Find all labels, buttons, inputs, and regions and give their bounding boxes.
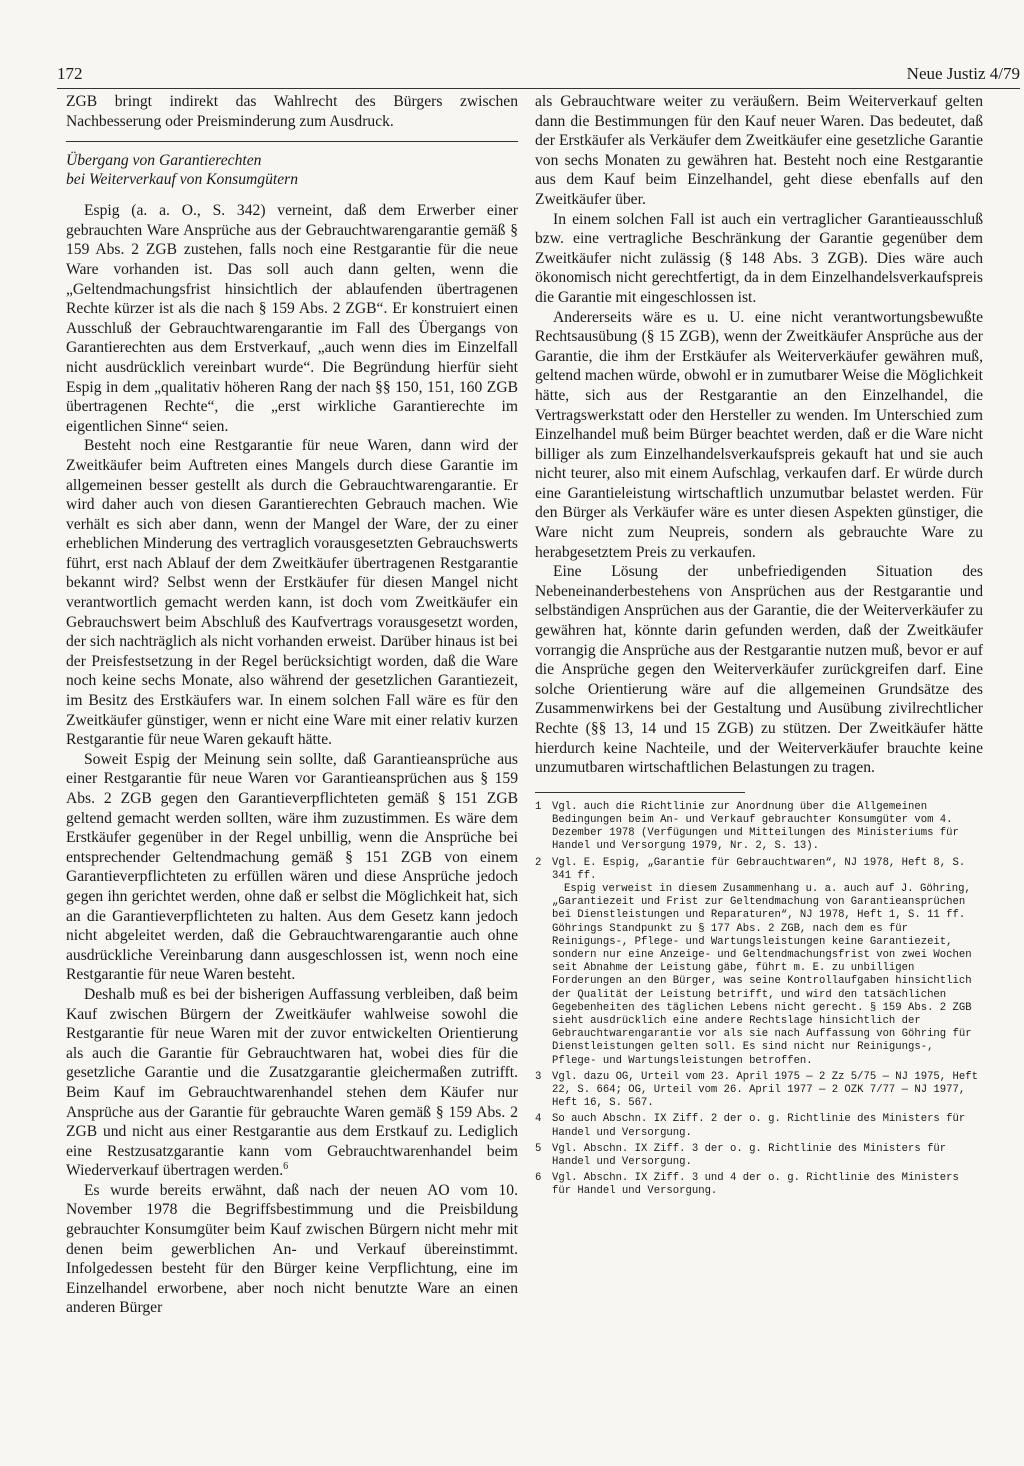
footnote-number: 2: [535, 856, 542, 869]
body-paragraph: [66, 985, 518, 1181]
footnote: [535, 1143, 983, 1169]
footnote: [535, 857, 983, 1068]
footnote-number: 3: [535, 1070, 542, 1083]
body-paragraph: Andererseits wäre es u. U. eine nicht verantwortungsbewußte Rechtsausübung (§ 15 ZGB), wenn der Zweitkäufer Ansprüche aus der Garantie, die ihm der Erstkäufer als Weiterverkäufer gewähren muß, geltend machen würde, obwohl er in zumutbarer Weise die Möglichkeit hätte, sich aus der Restgarantie an den Einzelhandel, die Vertragswerkstatt oder den Hersteller zu wenden. Im Unterschied zum Einzelhandel muß beim Bürger beachtet werden, daß er die Ware nicht billiger als zum Einzelhandelsverkaufspreis gekauft hat und sie auch nicht teurer, also mit einem Aufschlag, verkaufen darf. Er würde durch eine Garantieleistung wirtschaftlich unzumutbar belastet werden. Für den Bürger als Verkäufer wäre es unter diesen Aspekten günstiger, die Ware nicht zum Neupreis, sondern als gebrauchte Ware zu herabgesetztem Preis zu verkaufen.: [535, 308, 983, 561]
footnote-text: So auch Abschn. IX Ziff. 2 der o. g. Richtlinie des Ministers für Handel und Versorgung.: [552, 1113, 966, 1139]
page-header: [57, 60, 1020, 89]
journal-issue: Neue Justiz 4/79: [906, 64, 1020, 83]
footnote: [535, 1172, 983, 1198]
footnote-number: 4: [535, 1113, 542, 1126]
footnote-text: Vgl. auch die Richtlinie zur Anordnung über die Allgemeinen Bedingungen beim An- und Verkauf gebrauchter Konsumgüter vom 4. Dezember 1978 (Verfügungen und Mitteilungen des Ministeriums für Handel und Versorgung 1979, Nr. 2, S. 13).: [552, 800, 959, 853]
body-paragraph-text: Deshalb muß es bei der bisherigen Auffassung verbleiben, daß beim Kauf zwischen Bürgern der Zweitkäufer wahlweise sowohl die Restgarantie für neue Waren mit der zuvor entwickelten Orientierung als auch die Garantie für Gebrauchtwaren hat, wobei dies für die gesetzliche Garantie und die Zusatzgarantie gleichermaßen zutrifft. Beim Kauf im Gebrauchtwarenhandel stehen dem Käufer nur Ansprüche aus der Garantie für gebrauchte Waren gemäß § 159 Abs. 2 ZGB und nicht aus einer Restgarantie aus dem Erstkauf zu. Lediglich eine Restzusatzgarantie kann vom Gebrauchtwarenhandel beim Wiederverkauf übertragen werden.: [66, 985, 518, 1180]
footnote-text-continued: Espig verweist in diesem Zusammenhang u. a. auch auf J. Göhring, „Garantiezeit und Frist zur Geltendmachung von Garantieansprüchen bei Dienstleistungen und Reparaturen“, NJ 1978, Heft 1, S. 11 ff. Göhrings Standpunkt zu § 177 Abs. 2 ZGB, nach dem es für Reinigungs-, Pflege- und Wartungsleistungen keine Garantiezeit, sondern nur eine Anzeige- und Geltendmachungsfrist von zwei Wochen seit Abnahme der Leistung gäbe, führt m. E. zu unbilligen Forderungen an den Bürger, was seine Kontrollaufgaben hinsichtlich der Qualität der Leistung betrifft, und wird den tatsächlichen Gegebenheiten des täglichen Lebens nicht gerecht. § 159 Abs. 2 ZGB sieht ausdrücklich eine andere Rechtslage hinsichtlich der Gebrauchtwarengarantie vor als sie nach Auffassung von Göhring für Dienstleistungen gelten soll. Es sind nicht nur Reinigungs-, Pflege- und Wartungsleistungen betroffen.: [552, 883, 972, 1067]
footnote-text: Vgl. Abschn. IX Ziff. 3 der o. g. Richtlinie des Ministers für Handel und Versorgung.: [552, 1142, 947, 1169]
footnote-ref: 6: [283, 1161, 289, 1173]
body-paragraph: Espig (a. a. O., S. 342) verneint, daß dem Erwerber einer gebrauchten Ware Ansprüche aus der Gebrauchtwarengarantie gemäß § 159 Abs. 2 ZGB zustehen, falls noch eine Restgarantie für die neue Ware vorhanden ist. Das soll auch dann gelten, wenn die „Geltendmachungsfrist hinsichtlich der ablaufenden übertragenen Rechte kürzer ist als die nach § 159 Abs. 2 ZGB“. Er konstruiert einen Ausschluß der Gebrauchtwarengarantie im Fall des Übergangs von Garantierechten aus dem Erstverkauf, „auch wenn dies im Einzelfall nicht ausdrücklich vereinbart wurde“. Die Begründung hierfür sieht Espig in dem „qualitativ höheren Rang der nach §§ 150, 151, 160 ZGB übertragenen Rechte“, die „erst wirkliche Garantierechte im eigentlichen Sinne“ seien.: [66, 202, 518, 435]
section-heading-line-2: bei Weiterverkauf von Konsumgütern: [66, 171, 298, 189]
footnote-text: Vgl. Abschn. IX Ziff. 3 und 4 der o. g. Richtlinie des Ministers für Handel und Versorgung.: [552, 1172, 959, 1198]
footnotes: [535, 801, 983, 1199]
body-paragraph: Eine Lösung der unbefriedigenden Situation des Nebeneinanderbestehens von Ansprüchen aus der Restgarantie und selbständigen Ansprüchen aus der Garantie, die der Weiterverkäufer zu gewähren hat, könnte darin gefunden werden, daß der Zweitkäufer vorrangig die Ansprüche aus der Restgarantie nutzen muß, bevor er auf die Ansprüche gegen den Weiterverkäufer zurückgreifen darf. Eine solche Orientierung wäre auf die allgemeinen Grundsätze des Zusammenwirkens bei der Gestaltung und Ausübung zivilrechtlicher Rechte (§§ 13, 14 und 15 ZGB) zu stützen. Der Zweitkäufer hätte hierdurch keine Nachteile, und der Weiterverkäufer brauchte keine unzumutbaren wirtschaftlichen Belastungen zu tragen.: [535, 563, 983, 777]
footnote-divider: [535, 792, 745, 793]
section-heading: [66, 141, 518, 189]
footnote: [535, 1071, 983, 1111]
body-paragraph: Besteht noch eine Restgarantie für neue Waren, dann wird der Zweitkäufer beim Auftreten eines Mangels durch diese Garantie im allgemeinen besser gestellt als durch die Gebrauchtwarengarantie. Er wird daher auch von diesen Garantierechten Gebrauch machen. Wie verhält es sich aber dann, wenn der Mangel der Ware, der zu einer erheblichen Minderung des vertraglich vorausgesetzten Gebrauchswerts führt, erst nach Ablauf der dem Zweitkäufer übertragenen Restgarantie bekannt wird? Selbst wenn der Erstkäufer für diesen Mangel nicht verantwortlich gemacht werden kann, ist doch vom Zweitkäufer ein Gebrauchswert beim Abschluß des Kaufvertrags vorausgesetzt worden, der sich nachträglich als nicht vorhanden erweist. Darüber hinaus ist bei der Preisfestsetzung in der Regel berücksichtigt worden, daß die Ware noch keine sechs Monate, also während der gesetzlichen Garantiezeit, im Besitz des Erstkäufers war. In einem solchen Fall wäre es für den Zweitkäufer günstiger, wenn er nicht eine Ware mit einer relativ kurzen Restgarantie für neue Waren gekauft hätte.: [66, 437, 518, 749]
footnote-number: 5: [535, 1142, 542, 1155]
body-paragraph: Soweit Espig der Meinung sein sollte, daß Garantieansprüche aus einer Restgarantie für neue Waren vor Garantieansprüchen aus § 159 Abs. 2 ZGB gegen den Garantieverpflichteten gemäß § 151 ZGB geltend gemacht werden sollten, wäre ihm zuzustimmen. Es wäre dem Erstkäufer gegenüber in der Regel unbillig, wenn die Ansprüche bei entsprechender Geltendmachung gemäß § 151 ZGB von einem Garantieverpflichteten zu erfüllen wären und diese Ansprüche jedoch gegen ihn gerichtet werden, ohne daß er selbst die Möglichkeit hat, sich an die Garantieverpflichteten zu halten. Aus dem Gesetz kann jedoch nicht abgeleitet werden, daß die Gebrauchtwarengarantie auch ohne ausdrückliche Vereinbarung dann ausgeschlossen ist, wenn noch eine Restgarantie für neue Waren besteht.: [66, 750, 518, 984]
body-paragraph: Es wurde bereits erwähnt, daß nach der neuen AO vom 10. November 1978 die Begriffsbestimmung und die Preisbildung gebrauchter Konsumgüter beim Kauf zwischen Bürgern nicht mehr mit denen beim gewerblichen An- und Verkauf übereinstimmt. Infolgedessen besteht für den Bürger keine Verpflichtung, eine im Einzelhandel erworbene, aber noch nicht benutzte Ware an einen anderen Bürger: [66, 1181, 518, 1317]
footnote: [535, 1113, 983, 1139]
right-column: [535, 92, 983, 1392]
footnote-number: 6: [535, 1172, 542, 1185]
intro-paragraph: ZGB bringt indirekt das Wahlrecht des Bürgers zwischen Nachbesserung oder Preisminderung zum Ausdruck.: [66, 93, 518, 130]
body-paragraph: In einem solchen Fall ist auch ein vertraglicher Garantieausschluß bzw. eine vertragliche Beschränkung der Garantie gegenüber dem Zweitkäufer nicht zulässig (§ 148 Abs. 3 ZGB). Dies wäre auch ökonomisch nicht gerechtfertigt, da in dem Einzelhandelsverkaufspreis die Garantie mit eingeschlossen ist.: [535, 210, 983, 306]
body-paragraph: als Gebrauchtware weiter zu veräußern. Beim Weiterverkauf gelten dann die Bestimmungen für den Kauf neuer Waren. Das bedeutet, daß der Erstkäufer als Verkäufer dem Zweitkäufer eine gesetzliche Garantie von sechs Monaten zu gewähren hat. Besteht noch eine Restgarantie aus dem Kauf beim Einzelhandel, geht diese ebenfalls auf den Zweitkäufer über.: [535, 93, 983, 208]
footnote: [535, 801, 983, 854]
section-heading-line-1: Übergang von Garantierechten: [66, 152, 262, 170]
footnote-text: Vgl. dazu OG, Urteil vom 23. April 1975 — 2 Zz 5/75 — NJ 1975, Heft 22, S. 664; OG, Urteil vom 26. April 1977 — 2 OZK 7/77 — NJ 1977, Heft 16, S. 567.: [552, 1070, 978, 1110]
footnote-text: Vgl. E. Espig, „Garantie für Gebrauchtwaren“, NJ 1978, Heft 8, S. 341 ff.: [552, 856, 966, 882]
page-number: 172: [57, 64, 83, 83]
left-column: [66, 92, 518, 1392]
footnote-number: 1: [535, 800, 542, 813]
